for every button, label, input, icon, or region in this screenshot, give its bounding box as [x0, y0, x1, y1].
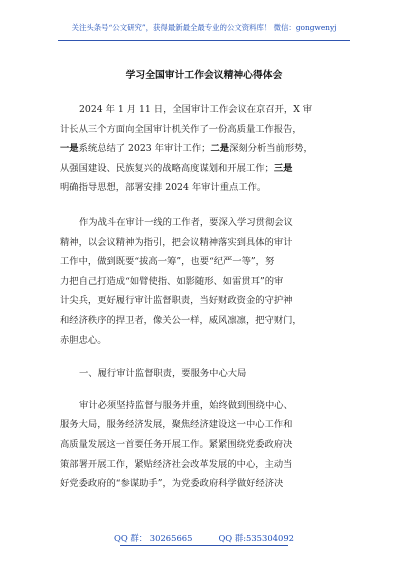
text-run: 深刻分析当前形势，: [229, 143, 313, 155]
emphasis-first: 一是: [60, 143, 79, 155]
text-line: [60, 178, 352, 198]
text-run: 赤胆忠心。: [60, 334, 107, 346]
text-line: [60, 159, 352, 179]
footer-divider: [120, 545, 288, 546]
text-line: [60, 435, 352, 455]
text-line: [60, 120, 352, 140]
text-run: 服务大局，服务经济发展，聚焦经济建设这一中心工作和: [60, 419, 293, 431]
text-run: 高质量发展这一首要任务开展工作。紧紧围绕党委政府决: [60, 438, 293, 450]
text-line: [60, 252, 352, 272]
text-line: [60, 415, 352, 435]
header-banner: 关注头条号“公文研究”，获得最新最全最专业的公文资料库！ 微信：gongwenyj: [71, 23, 337, 32]
text-run: 精神，以会议精神为指引，把会议精神落实到具体的审计: [60, 236, 293, 248]
document-title: 学习全国审计工作会议精神心得体会: [125, 70, 283, 81]
text-line: [60, 396, 352, 416]
text-run: 系统总结了 2023 年审计工作；: [78, 143, 211, 155]
emphasis-second: 二是: [210, 143, 230, 155]
text-line: [60, 272, 352, 292]
paragraph-2: [60, 213, 352, 350]
footer-contact: [0, 532, 408, 544]
text-line: [60, 233, 352, 253]
text-run: 作为战斗在审计一线的工作者，要深入学习贯彻会议: [79, 216, 293, 228]
text-run: 明确指导思想，部署安排 2024 年审计重点工作。: [60, 182, 267, 194]
text-run: 工作中，做到既要“拔高一筹”，也要“纪严一等”，努: [60, 256, 275, 268]
paragraph-3: [60, 396, 352, 494]
text-line: [60, 213, 352, 233]
text-run: 审计必须坚持监督与服务并重，始终做到围绕中心、: [79, 399, 293, 411]
section-heading: [60, 364, 352, 384]
qq-group-1: QQ 群： 30265665: [114, 533, 193, 543]
text-run: 计尖兵，更好履行审计监督职责，当好财政资金的守护神: [60, 295, 293, 307]
text-run: 计长从三个方面向全国审计机关作了一份高质量工作报告，: [60, 123, 302, 135]
text-line: [60, 100, 352, 120]
text-line: [60, 331, 352, 351]
text-line: [60, 311, 352, 331]
qq-group-2: QQ 群:535304092: [218, 533, 294, 543]
text-run: 好党委政府的“参谋助手”，为党委政府科学做好经济决: [60, 478, 284, 490]
document-body: [60, 100, 352, 494]
text-line: [60, 291, 352, 311]
emphasis-third: 三是: [273, 162, 293, 174]
header-divider: [58, 40, 350, 41]
text-line: [60, 139, 352, 159]
text-run: 策部署开展工作，紧贴经济社会改革发展的中心，主动当: [60, 458, 293, 470]
text-run: 和经济秩序的捍卫者，像关公一样，威风凛凛，把守财门，: [60, 314, 302, 326]
text-line: [60, 474, 352, 494]
text-run: 从强国建设、民族复兴的战略高度谋划和开展工作；: [60, 162, 274, 174]
text-run: 力把自己打造成“如臂使指、如影随形、如雷贯耳”的审: [60, 275, 284, 287]
paragraph-1: [60, 100, 352, 198]
text-line: [60, 455, 352, 475]
text-run: 2024 年 1 月 11 日，全国审计工作会议在京召开，X 审: [79, 104, 313, 115]
section-heading-text: 一、履行审计监督职责，要服务中心大局: [79, 368, 247, 380]
